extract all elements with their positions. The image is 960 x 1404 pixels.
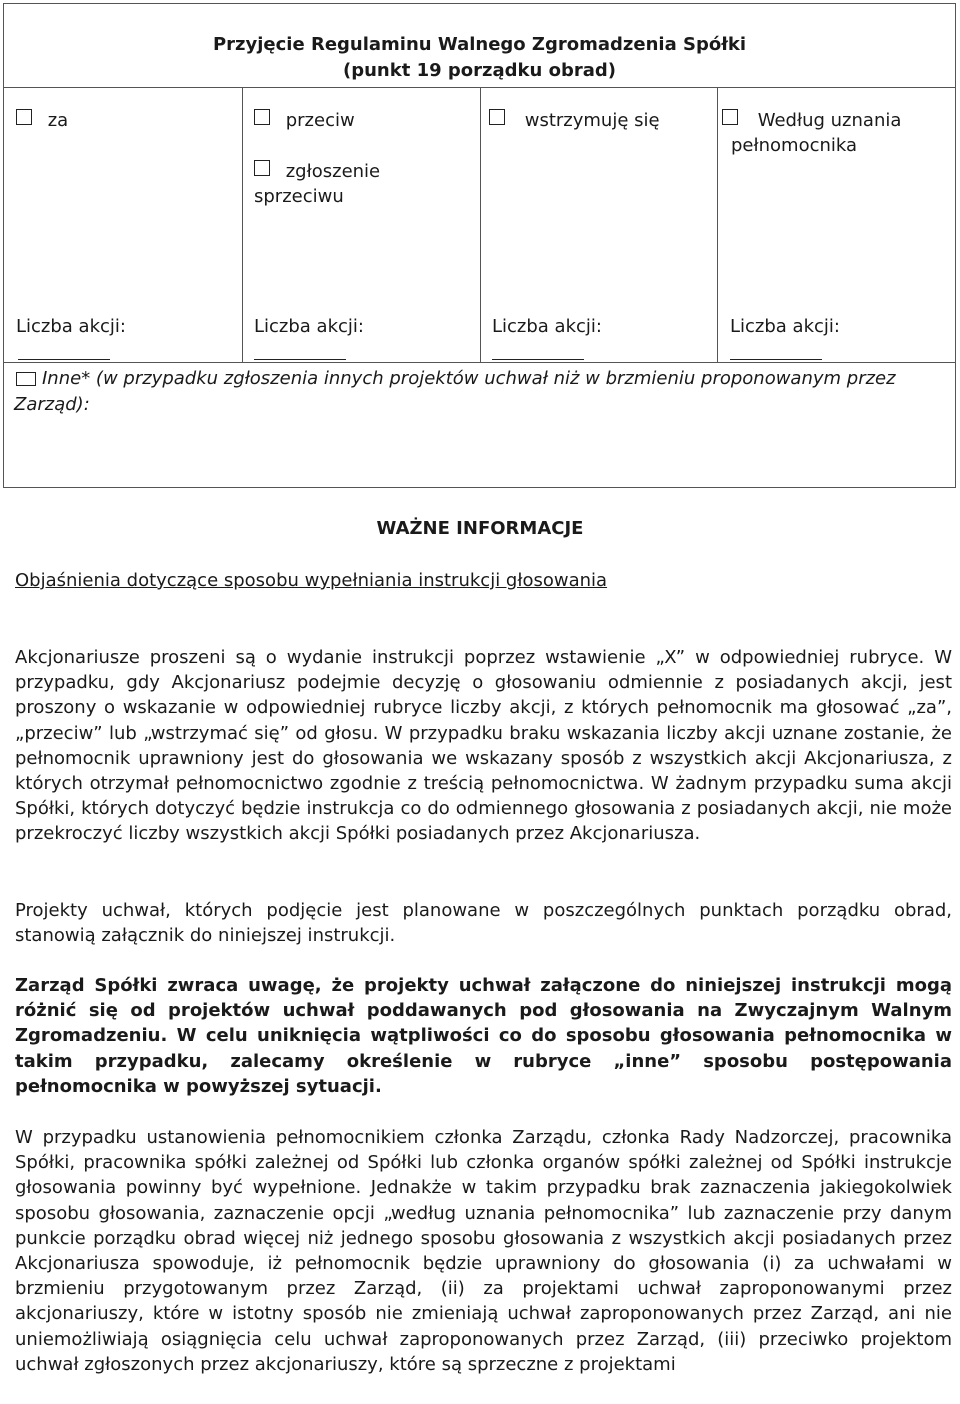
option-zgloszenie-label-1: zgłoszenie bbox=[285, 161, 381, 182]
row-divider bbox=[4, 362, 955, 363]
option-inne-label: Inne* (w przypadku zgłoszenia innych projektów uchwał niż w brzmieniu proponowanym przez Zarząd): bbox=[14, 368, 896, 415]
paragraph-projects: Projekty uchwał, których podjęcie jest planowane w poszczególnych punktach porządku obrad, stanowią załącznik do niniejszej instrukcji. bbox=[15, 900, 952, 947]
resolution-title bbox=[4, 4, 955, 88]
option-przeciw[interactable] bbox=[254, 108, 355, 133]
option-wstrzymuje-label: wstrzymuję się bbox=[524, 110, 660, 131]
shares-label-za: Liczba akcji: bbox=[16, 316, 126, 337]
shares-blank-za[interactable] bbox=[18, 359, 110, 360]
voting-table bbox=[3, 3, 956, 488]
paragraph-board-notice: Zarząd Spółki zwraca uwagę, że projekty uchwał załączone do niniejszej instrukcji mogą różnić się od projektów uchwał poddawanych pod głosowania na Zwyczajnym Walnym Zgromadzeniu. W celu uniknięcia wątpliwości co do sposobu głosowania pełnomocnika w takim przypadku, zalecamy określenie w rubryce „inne” sposobu postępowania pełnomocnika w powyższej sytuacji. bbox=[15, 975, 952, 1097]
checkbox-wstrzymuje[interactable] bbox=[489, 109, 505, 125]
shares-label-przeciw: Liczba akcji: bbox=[254, 316, 364, 337]
checkbox-inne[interactable] bbox=[16, 372, 36, 386]
option-uznanie-label-1: Według uznania bbox=[757, 110, 902, 131]
shares-blank-uznanie[interactable] bbox=[730, 359, 822, 360]
option-inne[interactable] bbox=[14, 366, 944, 418]
resolution-title-line1: Przyjęcie Regulaminu Walnego Zgromadzenia Spółki bbox=[212, 34, 747, 55]
shares-blank-wstrzymuje[interactable] bbox=[492, 359, 584, 360]
paragraph-instructions: Akcjonariusze proszeni są o wydanie instrukcji poprzez wstawienie „X” w odpowiedniej rubryce. W przypadku, gdy Akcjonariusz podejmie decyzję o głosowaniu odmiennie z posiadanych akcji, jest proszony o wskazanie w odpowiedniej rubryce liczby akcji, z których pełnomocnik ma głosować „za”, „przeciw” lub „wstrzymać się” od głosu. W przypadku braku wskazania liczby akcji uznane zostanie, że pełnomocnik uprawniony jest do głosowania we wskazany sposób z wszystkich akcji Akcjonariusza, z których otrzymał pełnomocnictwo zgodnie z treścią pełnomocnictwa. W żadnym przypadku suma akcji Spółki, których dotyczyć będzie instrukcja co do odmiennego głosowania z posiadanych akcji, nie może przekroczyć liczby wszystkich akcji Spółki posiadanych przez Akcjonariusza. bbox=[15, 647, 952, 845]
option-przeciw-label: przeciw bbox=[285, 110, 355, 131]
option-za-label: za bbox=[47, 110, 69, 131]
option-wstrzymuje[interactable] bbox=[489, 108, 660, 133]
resolution-title-line2: (punkt 19 porządku obrad) bbox=[343, 60, 616, 81]
option-zgloszenie-label-2: sprzeciwu bbox=[254, 186, 344, 207]
instructions-subheading: Objaśnienia dotyczące sposobu wypełniania instrukcji głosowania bbox=[15, 570, 608, 591]
checkbox-zgloszenie-sprzeciwu[interactable] bbox=[254, 160, 270, 176]
checkbox-przeciw[interactable] bbox=[254, 109, 270, 125]
column-divider bbox=[717, 88, 718, 362]
option-za[interactable] bbox=[16, 108, 68, 133]
column-divider bbox=[242, 88, 243, 362]
option-wedlug-uznania[interactable] bbox=[722, 108, 901, 158]
shares-label-wstrzymuje: Liczba akcji: bbox=[492, 316, 602, 337]
shares-blank-przeciw[interactable] bbox=[254, 359, 346, 360]
column-divider bbox=[480, 88, 481, 362]
shares-label-uznanie: Liczba akcji: bbox=[730, 316, 840, 337]
important-info-heading: WAŻNE INFORMACJE bbox=[376, 518, 584, 539]
paragraph-proxy-rules: W przypadku ustanowienia pełnomocnikiem członka Zarządu, członka Rady Nadzorczej, pracownika Spółki, pracownika spółki zależnej od Spółki lub członka organów spółki zależnej od Spółki instrukcje głosowania powinny być wypełnione. Jednakże w takim przypadku brak zaznaczenia jakiegokolwiek sposobu głosowania, zaznaczenie opcji „według uznania pełnomocnika” lub zaznaczenie przy danym punkcie porządku obrad więcej niż jednego sposobu głosowania z wszystkich akcji posiadanych przez Akcjonariusza spowoduje, iż pełnomocnik będzie uprawniony do głosowania (i) za uchwałami w brzmieniu przygotowanym przez Zarząd, (ii) za projektami uchwał zaproponowanymi przez akcjonariuszy, które w istotny sposób nie zmieniają uchwał zaproponowanych przez Zarząd, ani nie uniemożliwiają osiągnięcia celu uchwał zaproponowanych przez Zarząd, (iii) przeciwko projektom uchwał zgłoszonych przez akcjonariuszy, które są sprzeczne z projektami bbox=[15, 1127, 952, 1375]
option-uznanie-label-2: pełnomocnika bbox=[731, 135, 858, 156]
checkbox-wedlug-uznania[interactable] bbox=[722, 109, 738, 125]
checkbox-za[interactable] bbox=[16, 109, 32, 125]
option-zgloszenie-sprzeciwu[interactable] bbox=[254, 159, 380, 209]
